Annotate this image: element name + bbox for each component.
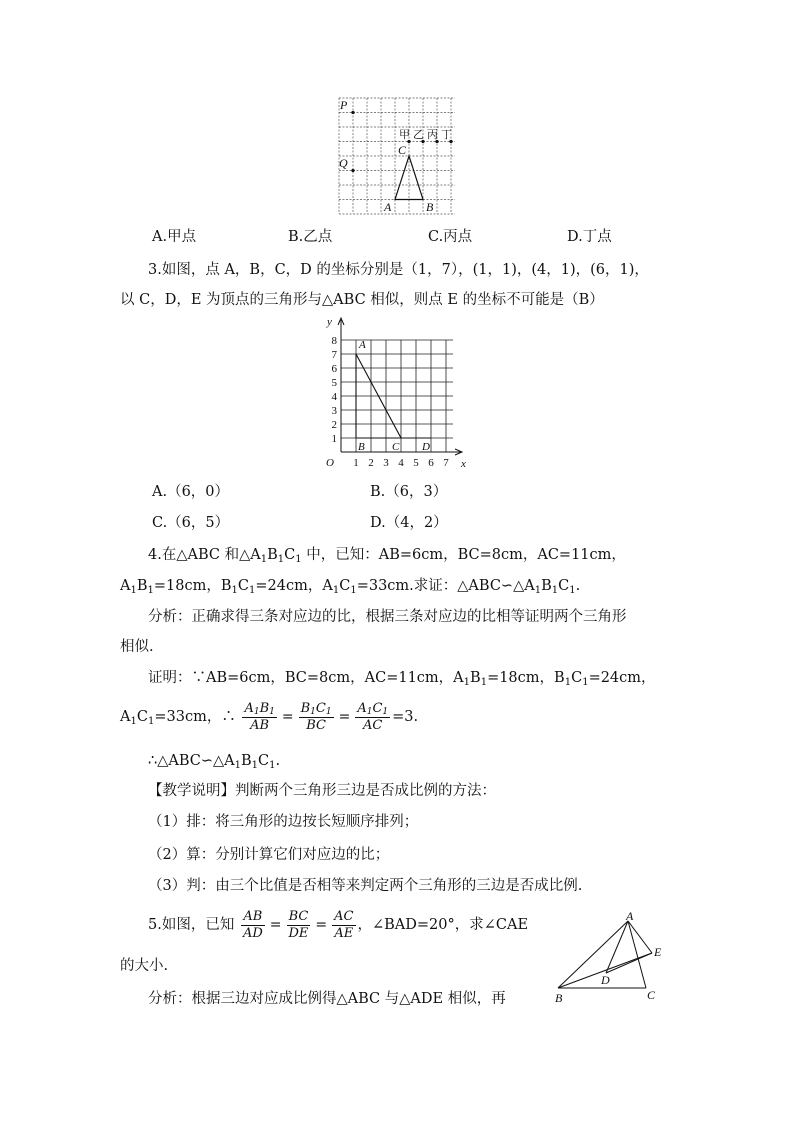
q4-proof-line1: 证明：∵AB=6cm，BC=8cm，AC=11cm，$A_1B_1=18cm$，$B_1C_1=24cm$， xyxy=(148,670,656,688)
q4-conclusion: $\therefore\triangle ABC∽\triangle A_1B_1C_1$. xyxy=(148,753,281,771)
option-b: B.乙点 xyxy=(288,229,333,245)
label-b: B xyxy=(426,200,434,214)
q4-line1: 4.在△ABC 和$\triangle A_1B_1C_1$ 中，已知：AB=6cm，BC=8cm，AC=11cm， xyxy=(148,547,626,565)
fraction-ab-ad: $\frac{AB}{AD}$ xyxy=(242,908,263,941)
label-a: A xyxy=(384,200,392,214)
ytick: 4 xyxy=(331,391,337,403)
point-a: A xyxy=(359,339,366,351)
fraction-a1b1-ab: $\frac{A_1B_1}{AB}$ xyxy=(244,700,275,733)
fraction-ac-ae: $\frac{AC}{AE}$ xyxy=(334,908,354,941)
ytick: 3 xyxy=(331,405,337,417)
ytick: 6 xyxy=(331,363,337,375)
q4-analysis-line1: 分析：正确求得三条对应边的比，根据三条对应边的比相等证明两个三角形 xyxy=(148,609,627,625)
axis-y-label: y xyxy=(327,316,332,328)
vertex-e: E xyxy=(654,945,662,959)
label-q: Q xyxy=(339,156,348,170)
fraction-b1c1-bc: $\frac{B_1C_1}{BC}$ xyxy=(300,700,332,733)
figure-triangles xyxy=(550,910,670,1006)
figure-grid-points xyxy=(334,95,460,217)
xtick: 2 xyxy=(368,457,374,469)
label-ding: 丁 xyxy=(441,129,452,141)
fraction-a1c1-ac: $\frac{A_1C_1}{AC}$ xyxy=(357,700,389,733)
point-c: C xyxy=(392,441,400,453)
vertex-c: C xyxy=(647,988,656,1002)
xtick: 1 xyxy=(353,457,359,469)
q5-line1: 5.如图，已知 $\frac{AB}{AD}$ = $\frac{BC}{DE}$ = $\frac{AC}{AE}$ ，∠BAD=20°，求∠CAE xyxy=(148,908,529,941)
xtick: 6 xyxy=(428,457,434,469)
q3-line1: 3.如图，点 A，B，C，D 的坐标分别是（1，7），(1，1)，(4，1)，(6，1)， xyxy=(148,262,649,278)
option-d: D.丁点 xyxy=(567,229,612,245)
xtick: 7 xyxy=(443,457,449,469)
q4-analysis-line2: 相似. xyxy=(120,639,154,655)
point-d: D xyxy=(422,441,430,453)
teaching-note: 【教学说明】判断两个三角形三边是否成比例的方法： xyxy=(148,783,496,799)
label-bing: 丙 xyxy=(427,129,438,141)
label-p: P xyxy=(340,98,348,112)
q3-option-b: B.（6，3） xyxy=(370,484,448,500)
origin-label: O xyxy=(326,457,334,469)
xtick: 4 xyxy=(398,457,404,469)
ytick: 5 xyxy=(331,377,337,389)
ytick: 1 xyxy=(331,433,337,445)
q3-line2: 以 C，D，E 为顶点的三角形与△ABC 相似，则点 E 的坐标不可能是（B） xyxy=(120,292,604,308)
option-c: C.丙点 xyxy=(428,229,473,245)
label-yi: 乙 xyxy=(413,129,424,141)
ytick: 8 xyxy=(331,335,337,347)
q3-option-d: D.（4，2） xyxy=(370,515,448,531)
xtick: 5 xyxy=(413,457,419,469)
point-b: B xyxy=(358,441,365,453)
q4-line2: $A_1B_1=18cm$，$B_1C_1=24cm$，$A_1C_1=33cm$.求证：$\triangle ABC∽\triangle A_1B_1C_1$. xyxy=(120,578,581,596)
label-jia: 甲 xyxy=(399,129,410,141)
vertex-d: D xyxy=(601,973,610,987)
q5-analysis: 分析：根据三边对应成比例得△ABC 与△ADE 相似，再 xyxy=(148,991,506,1007)
q4-proof-line2: $A_1C_1=33cm$，∴ $\frac{A_1B_1}{AB}$ = $\frac{B_1C_1}{BC}$ = $\frac{A_1C_1}{AC}$ =3. xyxy=(120,700,419,733)
q5-line2: 的大小. xyxy=(120,958,169,974)
ytick: 7 xyxy=(331,349,337,361)
teaching-step1: （1）排：将三角形的边按长短顺序排列； xyxy=(148,814,419,830)
ytick: 2 xyxy=(331,419,337,431)
option-a: A.甲点 xyxy=(152,229,197,245)
vertex-a: A xyxy=(626,910,634,923)
figure-coordinate-grid xyxy=(318,312,470,472)
fraction-bc-de: $\frac{BC}{DE}$ xyxy=(288,908,309,941)
xtick: 3 xyxy=(383,457,389,469)
teaching-step3: （3）判：由三个比值是否相等来判定两个三角形的三边是否成比例. xyxy=(148,878,583,894)
axis-x-label: x xyxy=(461,458,466,470)
label-c: C xyxy=(398,143,407,157)
vertex-b: B xyxy=(555,991,563,1005)
teaching-step2: （2）算：分别计算它们对应边的比； xyxy=(148,847,390,863)
q3-option-a: A.（6，0） xyxy=(152,484,230,500)
q3-option-c: C.（6，5） xyxy=(152,515,230,531)
